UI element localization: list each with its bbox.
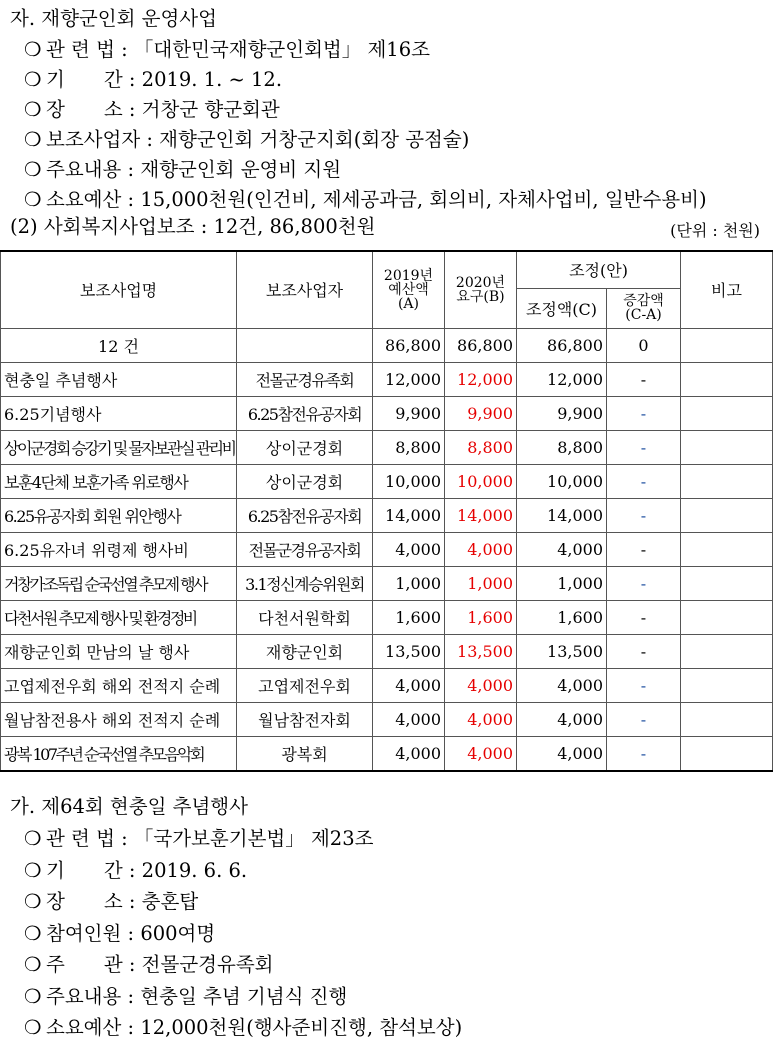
row-adjust-c: 9,900 [517, 396, 607, 430]
row-request-b: 4,000 [445, 532, 517, 566]
row-name: 상이군경회 승강기 및 물자보관실 관리비 [1, 430, 237, 464]
item-label: 참여인원 : [46, 921, 135, 945]
summary-c: 86,800 [517, 328, 607, 362]
item-value: 현충일 추념 기념식 진행 [140, 984, 348, 1008]
row-note [681, 362, 773, 396]
row-budget-a: 1,600 [373, 600, 445, 634]
row-budget-a: 12,000 [373, 362, 445, 396]
row-budget-a: 4,000 [373, 702, 445, 736]
item-value: 전몰군경유족회 [141, 953, 274, 976]
bullet-icon: ❍ [24, 984, 42, 1008]
bullet-icon: ❍ [24, 921, 42, 945]
row-adjust-c: 4,000 [517, 736, 607, 771]
item-label: 장 소 : [46, 890, 136, 913]
row-budget-a: 13,500 [373, 634, 445, 668]
header-adjust: 조정(안) [517, 251, 681, 288]
row-adjust-c: 1,600 [517, 600, 607, 634]
row-note [681, 498, 773, 532]
item-value: 재향군인회 운영비 지원 [140, 158, 342, 181]
row-request-b: 4,000 [445, 736, 517, 771]
list-item [10, 984, 347, 1010]
list-item [10, 889, 198, 915]
row-request-b: 8,800 [445, 430, 517, 464]
row-operator: 고엽제전우회 [237, 668, 373, 702]
row-operator: 다천서원학회 [237, 600, 373, 634]
item-label: 주요내용 : [46, 158, 135, 181]
header-request-2020: 2020년 요구(B) [445, 251, 517, 328]
item-label: 장 소 : [46, 98, 136, 121]
summary-diff: 0 [607, 328, 681, 362]
row-name: 현충일 추념행사 [1, 362, 237, 396]
row-budget-a: 4,000 [373, 736, 445, 771]
unit-label: (단위 : 천원) [670, 221, 760, 240]
row-operator: 전몰군경유공자회 [237, 532, 373, 566]
list-item [10, 858, 247, 884]
item-label: 관 련 법 : [46, 827, 128, 850]
row-name: 6.25유자녀 위령제 행사비 [1, 532, 237, 566]
section-ga-heading: 가. 제64회 현충일 추념행사 [10, 795, 248, 818]
row-diff: - [607, 498, 681, 532]
row-name: 다천서원 추모제 행사 및 환경정비 [1, 600, 237, 634]
row-request-b: 13,500 [445, 634, 517, 668]
item-label: 주요내용 : [46, 984, 135, 1008]
row-budget-a: 10,000 [373, 464, 445, 498]
row-note [681, 668, 773, 702]
table-row [1, 498, 773, 532]
table-row [1, 566, 773, 600]
bullet-icon: ❍ [24, 858, 42, 882]
row-diff: - [607, 362, 681, 396]
row-operator: 상이군경회 [237, 464, 373, 498]
header-name: 보조사업명 [1, 251, 237, 328]
header-adjust-amount: 조정액(C) [517, 288, 607, 328]
list-item [10, 37, 430, 63]
table-row [1, 430, 773, 464]
table-row [1, 736, 773, 771]
row-operator: 월남참전자회 [237, 702, 373, 736]
row-adjust-c: 12,000 [517, 362, 607, 396]
row-note [681, 702, 773, 736]
row-diff: - [607, 430, 681, 464]
summary-row [1, 328, 773, 362]
row-operator: 6.25참전유공자회 [237, 498, 373, 532]
item-label: 기 간 : [46, 858, 136, 882]
table-row [1, 464, 773, 498]
bullet-icon: ❍ [24, 890, 42, 913]
item-value: 600여명 [140, 921, 216, 945]
row-note [681, 532, 773, 566]
row-diff: - [607, 736, 681, 771]
row-budget-a: 8,800 [373, 430, 445, 464]
list-item [10, 157, 341, 183]
row-diff: - [607, 566, 681, 600]
row-adjust-c: 4,000 [517, 702, 607, 736]
summary-b: 86,800 [445, 328, 517, 362]
table-row [1, 634, 773, 668]
row-operator: 상이군경회 [237, 430, 373, 464]
table-row [1, 362, 773, 396]
row-name: 보훈4단체 보훈가족 위로행사 [1, 464, 237, 498]
item-label: 보조사업자 : [46, 128, 153, 151]
row-operator: 3.1정신계승위원회 [237, 566, 373, 600]
list-item [10, 67, 282, 93]
row-budget-a: 4,000 [373, 532, 445, 566]
item-value: 「대한민국재향군인회법」 제16조 [133, 38, 430, 61]
row-adjust-c: 8,800 [517, 430, 607, 464]
row-budget-a: 4,000 [373, 668, 445, 702]
row-adjust-c: 4,000 [517, 668, 607, 702]
row-diff: - [607, 532, 681, 566]
row-budget-a: 9,900 [373, 396, 445, 430]
row-operator: 6.25참전유공자회 [237, 396, 373, 430]
item-label: 관 련 법 : [46, 38, 128, 61]
bullet-icon: ❍ [24, 158, 42, 181]
summary-operator [237, 328, 373, 362]
row-request-b: 4,000 [445, 668, 517, 702]
item-label: 소요예산 : [46, 1016, 135, 1039]
bullet-icon: ❍ [24, 128, 42, 151]
row-budget-a: 1,000 [373, 566, 445, 600]
row-budget-a: 14,000 [373, 498, 445, 532]
row-name: 고엽제전우회 해외 전적지 순례 [1, 668, 237, 702]
list-item [10, 187, 707, 213]
summary-name: 12 건 [1, 328, 237, 362]
row-name: 광복 107주년 순국선열 추모음악회 [1, 736, 237, 771]
row-name: 월남참전용사 해외 전적지 순례 [1, 702, 237, 736]
row-adjust-c: 10,000 [517, 464, 607, 498]
bullet-icon: ❍ [24, 68, 42, 91]
item-value: 2019. 6. 6. [141, 858, 248, 882]
list-item [10, 1015, 462, 1041]
item-label: 주 관 : [46, 953, 136, 976]
row-note [681, 430, 773, 464]
item-value: 15,000천원(인건비, 제세공과금, 회의비, 자체사업비, 일반수용비) [140, 188, 707, 211]
row-adjust-c: 1,000 [517, 566, 607, 600]
row-note [681, 396, 773, 430]
item-value: 2019. 1. ~ 12. [141, 68, 283, 91]
bullet-icon: ❍ [24, 827, 42, 850]
item-value: 12,000천원(행사준비진행, 참석보상) [140, 1016, 463, 1039]
subsidy-table [0, 250, 773, 772]
summary-note [681, 328, 773, 362]
table-row [1, 396, 773, 430]
row-request-b: 10,000 [445, 464, 517, 498]
table-row [1, 532, 773, 566]
row-name: 6.25유공자회 회원 위안행사 [1, 498, 237, 532]
table-row [1, 702, 773, 736]
row-diff: - [607, 668, 681, 702]
header-diff: 증감액 (C-A) [607, 288, 681, 328]
row-adjust-c: 13,500 [517, 634, 607, 668]
section-a-heading: 자. 재향군인회 운영사업 [10, 7, 217, 30]
item-value: 「국가보훈기본법」 제23조 [133, 827, 374, 850]
bullet-icon: ❍ [24, 188, 42, 211]
row-diff: - [607, 702, 681, 736]
item-value: 거창군 향군회관 [141, 98, 280, 121]
row-name: 재향군인회 만남의 날 행사 [1, 634, 237, 668]
list-item [10, 826, 373, 852]
row-note [681, 736, 773, 771]
row-note [681, 464, 773, 498]
row-request-b: 14,000 [445, 498, 517, 532]
row-adjust-c: 4,000 [517, 532, 607, 566]
row-operator: 전몰군경유족회 [237, 362, 373, 396]
row-note [681, 634, 773, 668]
row-diff: - [607, 464, 681, 498]
row-name: 6.25기념행사 [1, 396, 237, 430]
table-row [1, 600, 773, 634]
row-operator: 재향군인회 [237, 634, 373, 668]
row-request-b: 12,000 [445, 362, 517, 396]
item-value: 재향군인회 거창군지회(회장 공점술) [159, 128, 470, 151]
row-diff: - [607, 396, 681, 430]
bullet-icon: ❍ [24, 38, 42, 61]
item-value: 충혼탑 [141, 890, 199, 913]
list-item [10, 921, 215, 947]
bullet-icon: ❍ [24, 953, 42, 976]
item-label: 소요예산 : [46, 188, 135, 211]
list-item [10, 97, 280, 123]
subsidy-heading: (2) 사회복지사업보조 : 12건, 86,800천원 [10, 215, 376, 238]
table-row [1, 668, 773, 702]
list-item [10, 952, 274, 978]
row-diff: - [607, 634, 681, 668]
summary-a: 86,800 [373, 328, 445, 362]
header-note: 비고 [681, 251, 773, 328]
row-note [681, 566, 773, 600]
row-note [681, 600, 773, 634]
header-budget-2019: 2019년 예산액 (A) [373, 251, 445, 328]
header-operator: 보조사업자 [237, 251, 373, 328]
row-request-b: 1,600 [445, 600, 517, 634]
list-item [10, 127, 469, 153]
bullet-icon: ❍ [24, 1016, 42, 1039]
item-label: 기 간 : [46, 68, 136, 91]
row-name: 거창가조독립 순국선열 추모제 행사 [1, 566, 237, 600]
row-diff: - [607, 600, 681, 634]
row-adjust-c: 14,000 [517, 498, 607, 532]
row-request-b: 4,000 [445, 702, 517, 736]
row-operator: 광복회 [237, 736, 373, 771]
row-request-b: 9,900 [445, 396, 517, 430]
row-request-b: 1,000 [445, 566, 517, 600]
bullet-icon: ❍ [24, 98, 42, 121]
